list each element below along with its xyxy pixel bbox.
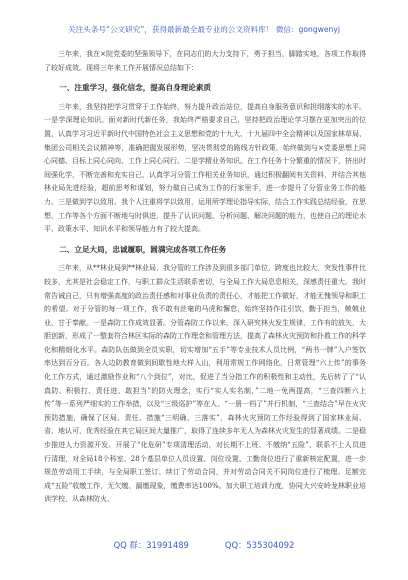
- document-body: [44, 48, 366, 509]
- header-banner: 关注头条号“公文研究”，获得最新最全最专业的公文资料库！ 微信：gongwenyj: [68, 25, 340, 34]
- body-paragraph: 三年来，我在×院党委的坚强领导下，在同志们的大力支持下，勇于担当，脚踏实地，各项工作取得了较好成效。现将三年来工作开展情况总结如下：: [44, 50, 366, 72]
- section-heading: 二、立足大局，忠诚履职，圆满完成各项工作任务: [59, 244, 227, 254]
- qq-group: QQ 群：31991489: [113, 540, 189, 550]
- body-paragraph: 三年来，我坚持把学习贯穿于工作始终，努力提升政治站位，提高自身服务意识和担纲落实的水平。一是学深理论知识。面对新时代新任务，我始终严格要求自己，坚持把政治理论学习摆在更加突出的位置，认真学习习近平新时代中国特色社会主义思想和党的十九大、十九届四中全会精神以及国家林草局、集团公司相关会议精神等，准确把握发展形势，坚决贯彻党的路线方针政策，始终做到与×党委思想上同心同德、目标上同心同向、工作上同心同行。二是学精业务知识。在工作任务十分繁重的情况下，挤出时间强化学，不断完善和充实自己，认真学习分管工作相关业务知识，通过积极翻阅有关资料，并结合其他林业局先进经验，超前思考和谋划，努力做自己成为工作的行家里手，进一步提升了分管业务工作的能力。三是做到学以致用。我个人注重将学以致用，运用所学理论指导实际，结合工作实践总结经验，在思想、工作等各个方面不断地与时俱进，提升了认识问题、分析问题、解决问题的能力，也使自己的理论水平、政策水平、知识水平和领导能力有了较大提高。: [44, 102, 366, 234]
- qq-contact: QQ：535304092: [224, 540, 295, 550]
- footer-contact: [0, 539, 408, 551]
- body-paragraph: 三年来，从**林业局到**林业局，我分管的工作涉及到很多部门单位，跨度也比较大，突发性事件比较多，尤其是社会稳定工作，与职工群众生活联系密切，与全局工作大局息息相关，深感责任重大。我时常告诫自己，只有增强高度的政治责任感和对事业负责的责任心，才能把工作做好，才能无愧领导和职工的希望。对于分管的每一项工作，我不敢有丝毫的马虎和懈怠，始终坚持作往引饮，勤于担当，兢兢业业，甘于奉献。一是森防工作成效显著。分管森防工作以来，深入研究林火发生规律，工作有的放矢，大胆创新，形成了一整套符合林区实际的森防工作理念和管理方法，提高了森林火灾预防和扑救工作的科学化和精细化水平。森防队伍做到全员实职，切实增加“五手”等专业技术人员比例，“两书一牌”入户签饮率达到百分百。各人边防教育做到间歇性地大样入山，利用常规工作网络化，日常管理“六上传”的事务化工作方式，通过激励作业和“八个到位”，对比，促进了当分指工作的积极性和主动性，先后转了了“认真防、积极打、责任进、敢担当”的防火理念，实行“实人实名制，”二地一免两提高，“三查四断六上传”等一系列严细实的工作举措，以及“三级巡护”等在人、“一册一档了”并行机制，“三查结合”早在火灾预防措施，确保了区局、责任、措施“三明确、三落实”，森林火灾预防工作经验得到了国家林业局、省、地认可，优秀经验在其它局区间大量推广，取得了连续多年无人为森林火灾发生的显著成绩。二是稳步推进人力资源开发。开展了“化危研”专项清理活动，对长期不上班、不缴纳“五险”、联系不上人员进行清理，对全局18个科室、28个基层单位人员设置、岗位设置、工勤岗位进行了重新核定配置，进一步规范劳动用工手续，与全局职工签订、续订了劳动合同，并对劳动合同关不同岗位进行了梳理。足额完成“五险”收缴工作，无欠缴、漏缴现象，缴费率达100%。加大职工培训力度，协同大兴安岭龙林职业培训学校，从森林防火、: [44, 264, 366, 504]
- section-heading: 一、注重学习，强化信念，提高自身理论素质: [59, 83, 212, 93]
